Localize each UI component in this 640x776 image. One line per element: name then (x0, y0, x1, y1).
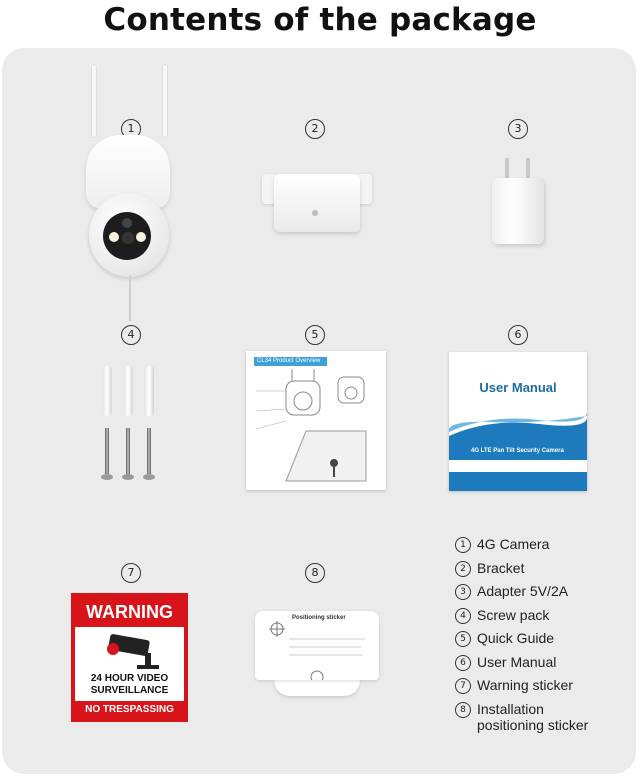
camera-main-lens (122, 232, 134, 244)
item-number-2: 2 (305, 119, 325, 139)
wall-anchor-3 (144, 366, 154, 416)
adapter-prong-left (505, 158, 509, 180)
camera-lens (122, 218, 132, 228)
warning-sticker-image (71, 593, 188, 722)
manual-waves (449, 352, 587, 491)
page-title: Contents of the package (103, 2, 537, 38)
camera-cable (129, 275, 131, 321)
legend-text: User Manual (477, 653, 557, 670)
light-right (136, 232, 146, 242)
legend-item (455, 536, 588, 553)
item-number-7: 7 (121, 563, 141, 583)
legend-number: 2 (455, 561, 471, 577)
antenna-left (91, 64, 97, 138)
item-number-1: 1 (121, 119, 141, 139)
positioning-sticker-title: Positioning sticker (292, 615, 346, 621)
light-left (109, 232, 119, 242)
legend-number: 1 (455, 537, 471, 553)
item-number-3: 3 (508, 119, 528, 139)
screw-1 (105, 428, 109, 474)
legend-text: Quick Guide (477, 630, 555, 646)
legend-item (455, 677, 588, 694)
warning-sticker-middle: 24 HOUR VIDEO SURVEILLANCE (90, 673, 169, 696)
legend-text: Bracket (477, 559, 525, 576)
bracket-hole (312, 210, 318, 216)
screw-head-1 (101, 474, 113, 480)
legend-item (455, 560, 588, 577)
screw-3 (147, 428, 151, 474)
legend-item (455, 701, 588, 733)
warning-sticker-top: WARNING (75, 597, 184, 627)
legend-text: Installation positioning sticker (477, 700, 589, 733)
positioning-crosshair-icon (255, 611, 379, 680)
legend-item (455, 654, 588, 671)
item-number-5: 5 (305, 325, 325, 345)
user-manual-image (449, 352, 587, 491)
legend-item (455, 607, 588, 624)
contents-legend (455, 536, 588, 739)
legend-text: Adapter 5V/2A (477, 583, 569, 599)
cctv-camera-icon (75, 627, 184, 673)
legend-text: 4G Camera (477, 536, 550, 552)
legend-text: Warning sticker (477, 677, 573, 693)
positioning-sticker-image (255, 611, 379, 680)
screw-head-3 (143, 474, 155, 480)
item-number-8: 8 (305, 563, 325, 583)
legend-number: 3 (455, 584, 471, 600)
legend-number: 8 (455, 702, 471, 718)
legend-number: 7 (455, 678, 471, 694)
legend-item (455, 583, 588, 600)
legend-item (455, 630, 588, 647)
wall-anchor-2 (123, 366, 133, 416)
legend-text: Screw pack (477, 606, 550, 623)
screw-2 (126, 428, 130, 474)
legend-number: 5 (455, 631, 471, 647)
adapter-body (492, 178, 544, 244)
item-number-4: 4 (121, 325, 141, 345)
legend-number: 6 (455, 655, 471, 671)
wall-anchor-1 (102, 366, 112, 416)
bracket-plate (274, 174, 360, 232)
adapter-prong-right (526, 158, 530, 180)
quick-guide-drawing (246, 351, 386, 490)
warning-sticker-bottom: NO TRESPASSING (75, 701, 184, 718)
legend-number: 4 (455, 608, 471, 624)
quick-guide-image (246, 351, 386, 490)
screw-head-2 (122, 474, 134, 480)
manual-title: User Manual (479, 380, 557, 395)
quick-guide-header: CL34 Product Overview (254, 357, 327, 366)
item-number-6: 6 (508, 325, 528, 345)
manual-subtitle: 4G LTE Pan Tilt Security Camera (471, 448, 564, 454)
antenna-right (162, 64, 168, 138)
